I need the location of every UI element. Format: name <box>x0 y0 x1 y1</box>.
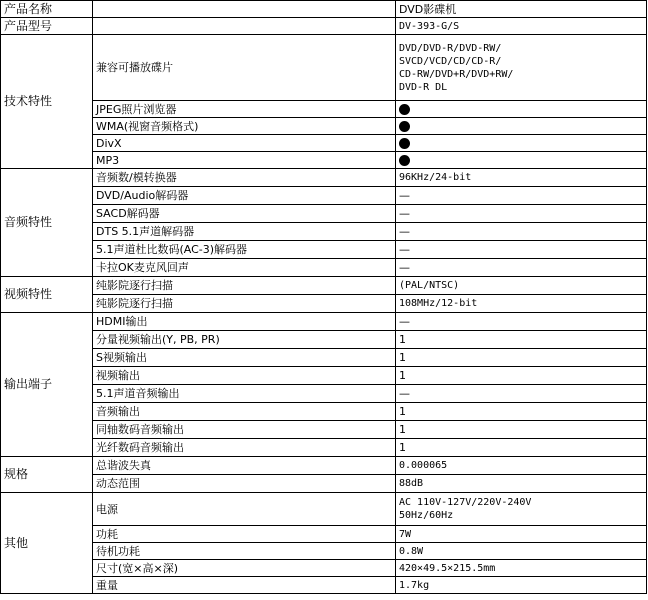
category-cell: 技术特性 <box>1 35 93 169</box>
value-cell: 7W <box>396 526 647 543</box>
table-row <box>1 421 647 439</box>
filled-dot-icon <box>399 138 410 149</box>
field-cell: 纯影院逐行扫描 <box>93 277 396 295</box>
field-cell: 总谐波失真 <box>93 457 396 475</box>
field-cell: 兼容可播放碟片 <box>93 35 396 101</box>
category-cell: 规格 <box>1 457 93 493</box>
value-cell: — <box>396 223 647 241</box>
value-cell-multiline <box>396 35 647 101</box>
value-line: CD-RW/DVD+R/DVD+RW/ <box>399 68 514 80</box>
filled-dot-icon <box>399 104 410 115</box>
row-label: 产品型号 <box>1 18 93 35</box>
table-row <box>1 331 647 349</box>
filled-dot-icon <box>399 121 410 132</box>
value-cell <box>396 135 647 152</box>
field-cell: HDMI输出 <box>93 313 396 331</box>
field-cell: 光纤数码音频输出 <box>93 439 396 457</box>
table-row <box>1 259 647 277</box>
filled-dot-icon <box>399 155 410 166</box>
value-cell-multiline <box>396 493 647 526</box>
field-cell: 分量视频输出(Y, PB, PR) <box>93 331 396 349</box>
table-row <box>1 457 647 475</box>
value-cell: 1.7kg <box>396 577 647 594</box>
table-row <box>1 493 647 526</box>
value-cell: 108MHz/12-bit <box>396 295 647 313</box>
field-cell: S视频输出 <box>93 349 396 367</box>
table-row <box>1 439 647 457</box>
table-row <box>1 349 647 367</box>
field-cell: 音频输出 <box>93 403 396 421</box>
field-cell: SACD解码器 <box>93 205 396 223</box>
category-cell: 音频特性 <box>1 169 93 277</box>
field-cell: DTS 5.1声道解码器 <box>93 223 396 241</box>
category-cell: 输出端子 <box>1 313 93 457</box>
table-row <box>1 18 647 35</box>
table-row <box>1 169 647 187</box>
table-row <box>1 241 647 259</box>
table-row <box>1 118 647 135</box>
field-cell: 重量 <box>93 577 396 594</box>
value-cell: 88dB <box>396 475 647 493</box>
field-cell: 待机功耗 <box>93 543 396 560</box>
value-line: 50Hz/60Hz <box>399 510 454 521</box>
value-cell <box>396 101 647 118</box>
table-row <box>1 205 647 223</box>
category-cell: 其他 <box>1 493 93 594</box>
value-cell: 0.8W <box>396 543 647 560</box>
field-cell: JPEG照片浏览器 <box>93 101 396 118</box>
table-row <box>1 313 647 331</box>
value-cell: — <box>396 385 647 403</box>
row-value: DV-393-G/S <box>396 18 647 35</box>
value-cell: 1 <box>396 439 647 457</box>
field-cell: 电源 <box>93 493 396 526</box>
value-cell: 1 <box>396 421 647 439</box>
field-cell: 动态范围 <box>93 475 396 493</box>
value-line: SVCD/VCD/CD/CD-R/ <box>399 55 502 67</box>
table-row <box>1 526 647 543</box>
row-field <box>93 1 396 18</box>
field-cell: 尺寸(宽×高×深) <box>93 560 396 577</box>
table-row <box>1 475 647 493</box>
value-cell: — <box>396 259 647 277</box>
value-line: DVD-R DL <box>399 81 448 93</box>
value-cell <box>396 118 647 135</box>
value-cell: 96KHz/24-bit <box>396 169 647 187</box>
field-cell: WMA(视窗音频格式) <box>93 118 396 135</box>
value-cell: 0.000065 <box>396 457 647 475</box>
field-cell: 5.1声道音频输出 <box>93 385 396 403</box>
row-value: DVD影碟机 <box>396 1 647 18</box>
value-line: AC 110V-127V/220V-240V <box>399 497 532 508</box>
field-cell: 纯影院逐行扫描 <box>93 295 396 313</box>
value-cell <box>396 152 647 169</box>
value-cell: 1 <box>396 349 647 367</box>
table-row <box>1 152 647 169</box>
table-row <box>1 35 647 101</box>
field-cell: 视频输出 <box>93 367 396 385</box>
field-cell: DVD/Audio解码器 <box>93 187 396 205</box>
table-row <box>1 560 647 577</box>
field-cell: 功耗 <box>93 526 396 543</box>
value-cell: 1 <box>396 367 647 385</box>
field-cell: 同轴数码音频输出 <box>93 421 396 439</box>
table-row <box>1 577 647 594</box>
table-row <box>1 385 647 403</box>
table-row <box>1 277 647 295</box>
field-cell: 卡拉OK麦克风回声 <box>93 259 396 277</box>
table-row <box>1 295 647 313</box>
field-cell: 5.1声道杜比数码(AC-3)解码器 <box>93 241 396 259</box>
table-row <box>1 187 647 205</box>
row-label: 产品名称 <box>1 1 93 18</box>
table-row <box>1 367 647 385</box>
table-row <box>1 135 647 152</box>
table-row <box>1 223 647 241</box>
value-cell: — <box>396 187 647 205</box>
table-row <box>1 403 647 421</box>
value-line: DVD/DVD-R/DVD-RW/ <box>399 42 502 54</box>
value-cell: 1 <box>396 331 647 349</box>
field-cell: 音频数/模转换器 <box>93 169 396 187</box>
value-cell: 420×49.5×215.5mm <box>396 560 647 577</box>
table-row <box>1 1 647 18</box>
row-field <box>93 18 396 35</box>
value-cell: 1 <box>396 403 647 421</box>
table-row <box>1 543 647 560</box>
value-cell: (PAL/NTSC) <box>396 277 647 295</box>
value-cell: — <box>396 241 647 259</box>
value-cell: — <box>396 313 647 331</box>
field-cell: DivX <box>93 135 396 152</box>
field-cell: MP3 <box>93 152 396 169</box>
table-row <box>1 101 647 118</box>
value-cell: — <box>396 205 647 223</box>
category-cell: 视频特性 <box>1 277 93 313</box>
